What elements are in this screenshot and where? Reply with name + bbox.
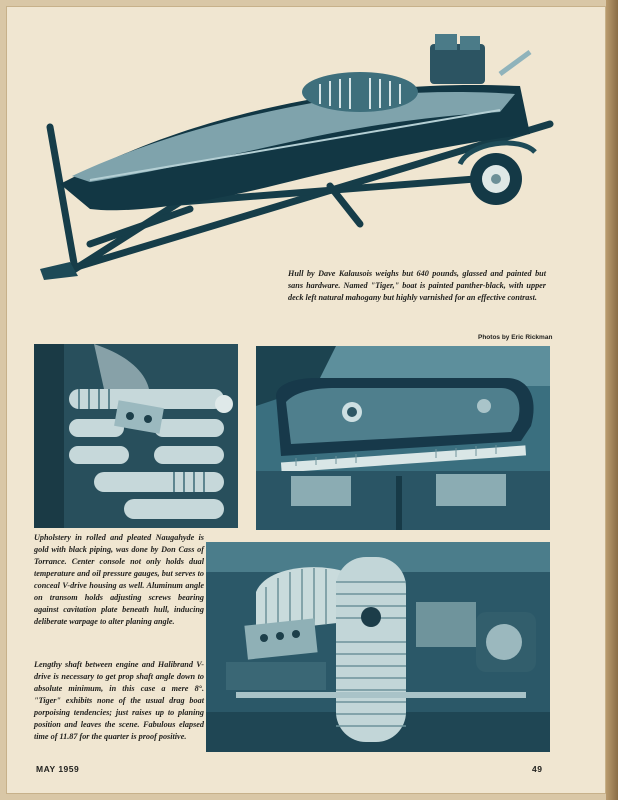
photo-upholstery-closeup xyxy=(34,344,238,528)
photo-credit: Photos by Eric Rickman xyxy=(478,334,553,341)
photo-engine-vdrive xyxy=(206,542,550,752)
footer-page-number: 49 xyxy=(532,764,543,774)
caption-shaft: Lengthy shaft between engine and Halibrand V-drive is necessary to get prop shaft angle down to absolute minimum, in this case a mere 8°. "Tiger" exhibits none of the usual drag boat porpoising tendencies; just raises up to planing position and leaves the scene. Fabulous elapsed time of 11.87 for the quarter is proof positive. xyxy=(34,660,204,741)
footer-issue-date: MAY 1959 xyxy=(36,764,80,774)
page-edge xyxy=(606,0,618,800)
photo-boat-on-trailer xyxy=(30,24,560,286)
caption-upholstery: Upholstery in rolled and pleated Naugahyde is gold with black piping, was done by Don Cass of Torrance. Center console not only holds dual temperature and oil pressure gauges, but serves to conceal V-drive housing as well. Aluminum angle on transom holds adjusting screws bearing against cavitation plate beneath hull, inducing deliberate warpage to alter planing angle. xyxy=(34,533,204,626)
photo-transom xyxy=(256,346,550,530)
caption-top: Hull by Dave Kalausois weighs but 640 pounds, glassed and painted but sans hardware. Named "Tiger," boat is painted panther-black, with upper deck left natural mahogany but highly varnished for an effective contrast. xyxy=(288,269,546,302)
